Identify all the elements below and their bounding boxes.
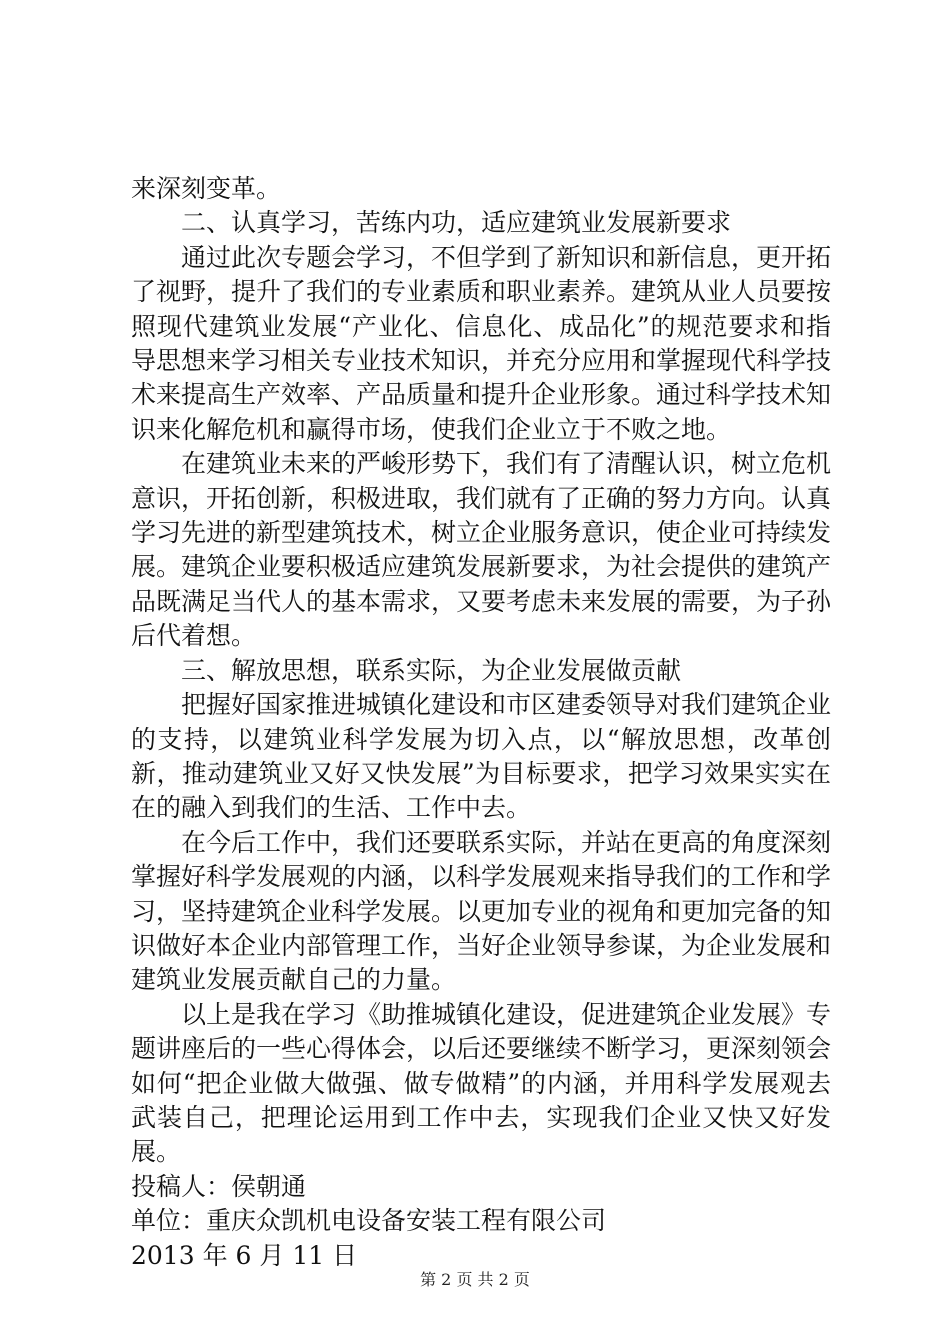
paragraph: 把握好国家推进城镇化建设和市区建委领导对我们建筑企业的支持，以建筑业科学发展为切入点，以“解放思想，改革创新，推动建筑业又好又快发展”为目标要求，把学习效果实实在在的融入到我们的生活、工作中去。 <box>131 690 832 823</box>
paragraph: 通过此次专题会学习，不但学到了新知识和新信息，更开拓了视野，提升了我们的专业素质和职业素养。建筑从业人员要按照现代建筑业发展“产业化、信息化、成品化”的规范要求和指导思想来学习相关专业技术知识，并充分应用和掌握现代科学技术来提高生产效率、产品质量和提升企业形象。通过科学技术知识来化解危机和赢得市场，使我们企业立于不败之地。 <box>131 242 832 444</box>
paragraph: 在今后工作中，我们还要联系实际，并站在更高的角度深刻掌握好科学发展观的内涵，以科学发展观来指导我们的工作和学习，坚持建筑企业科学发展。以更加专业的视角和更加完备的知识做好本企业内部管理工作，当好企业领导参谋，为企业发展和建筑业发展贡献自己的力量。 <box>131 827 832 995</box>
section-heading-3: 三、解放思想，联系实际，为企业发展做贡献 <box>181 655 682 685</box>
document-body <box>131 172 831 1273</box>
page-number-footer: 第 2 页 共 2 页 <box>420 1270 530 1289</box>
author-line: 投稿人：侯朝通 <box>131 1171 307 1201</box>
paragraph: 以上是我在学习《助推城镇化建设，促进建筑企业发展》专题讲座后的一些心得体会，以后还要继续不断学习，更深刻领会如何“把企业做大做强、做专做精”的内涵，并用科学发展观去武装自己，把理论运用到工作中去，实现我们企业又快又好发展。 <box>131 999 832 1167</box>
paragraph: 在建筑业未来的严峻形势下，我们有了清醒认识，树立危机意识，开拓创新，积极进取，我们就有了正确的努力方向。认真学习先进的新型建筑技术，树立企业服务意识，使企业可持续发展。建筑企业要积极适应建筑发展新要求，为社会提供的建筑产品既满足当代人的基本需求，又要考虑未来发展的需要，为子孙后代着想。 <box>131 449 832 651</box>
paragraph-continuation: 来深刻变革。 <box>131 174 282 203</box>
unit-line: 单位：重庆众凯机电设备安装工程有限公司 <box>131 1206 607 1236</box>
date-line: 2013 年 6 月 11 日 <box>131 1240 358 1270</box>
section-heading-2: 二、认真学习，苦练内功，适应建筑业发展新要求 <box>181 208 732 238</box>
